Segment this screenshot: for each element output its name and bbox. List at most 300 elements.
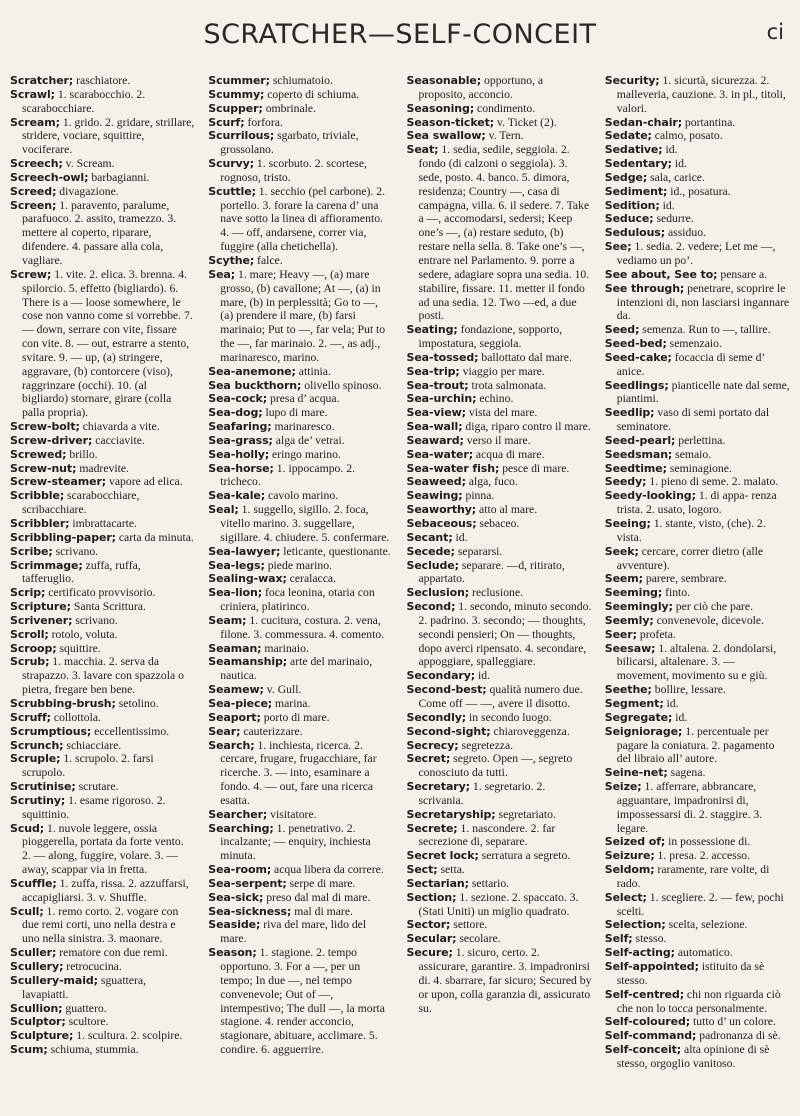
entry-headword: Seedy-looking; xyxy=(604,489,696,503)
entry-headword: Sea-trip; xyxy=(406,364,460,378)
dictionary-entry xyxy=(10,655,195,697)
dictionary-entry xyxy=(605,960,790,988)
dictionary-entry xyxy=(407,143,592,323)
dictionary-entry xyxy=(10,517,195,531)
dictionary-entry xyxy=(407,462,592,476)
dictionary-entry xyxy=(10,739,195,753)
entry-headword: Seeming; xyxy=(604,586,663,600)
entry-definition: retrocucina. xyxy=(63,960,122,973)
entry-definition: v. Scream. xyxy=(62,157,115,171)
entry-headword: Scripture; xyxy=(10,600,71,614)
dictionary-entry xyxy=(605,572,790,586)
entry-definition: segreto. Open —, segreto conosciuto da tutti. xyxy=(418,752,573,780)
entry-definition: raschiatore. xyxy=(73,74,131,87)
dictionary-entry xyxy=(605,489,790,517)
entry-definition: 1. penetrativo. 2. incalzante; — enquiry, inchiesta minuta. xyxy=(220,821,371,863)
entry-definition: 1. stante, visto, (che). 2. vista. xyxy=(616,517,766,544)
entry-definition: 1. scrupolo. 2. farsi scrupolo. xyxy=(22,752,154,780)
dictionary-entry xyxy=(407,129,592,143)
entry-definition: istituito da sè stesso. xyxy=(616,960,765,987)
dictionary-entry xyxy=(10,185,195,199)
dictionary-entry xyxy=(407,406,592,420)
dictionary-entry xyxy=(208,448,393,462)
dictionary-entry xyxy=(407,351,592,365)
dictionary-entry xyxy=(208,614,393,642)
entry-headword: Seed-bed; xyxy=(604,337,667,351)
dictionary-entry xyxy=(605,642,790,684)
entry-definition: 1. secchio (pel carbone). 2. portello. 3. forare la carena d’ una nave sotto la linea di affioramento. 4. — off, andarsene, correr via, fuggire (alla chetichella). xyxy=(220,184,386,254)
entry-headword: Seasonable; xyxy=(406,74,482,87)
entry-definition: semenzaio. xyxy=(666,337,722,351)
dictionary-entry xyxy=(605,1043,790,1071)
entry-headword: Sea; xyxy=(208,267,236,281)
dictionary-entry xyxy=(10,157,195,171)
entry-headword: Screen; xyxy=(10,198,57,212)
dictionary-entry xyxy=(208,918,393,946)
entry-headword: See about, See to; xyxy=(604,267,718,281)
entry-definition: condimento. xyxy=(474,101,536,115)
entry-headword: Seldom; xyxy=(604,863,655,877)
entry-definition: scrutare. xyxy=(75,780,119,794)
dictionary-entry xyxy=(208,905,393,919)
entry-headword: Scum; xyxy=(10,1043,48,1057)
dictionary-entry xyxy=(208,863,393,877)
dictionary-entry xyxy=(10,600,195,614)
entry-headword: Sea-kale; xyxy=(208,489,266,503)
dictionary-entry xyxy=(605,628,790,642)
entry-headword: Seed-pearl; xyxy=(604,433,676,447)
entry-headword: Seizure; xyxy=(604,849,655,863)
entry-headword: Secrete; xyxy=(406,821,458,835)
entry-definition: mal di mare. xyxy=(291,904,353,918)
entry-definition: 1. mare; Heavy —, (a) mare grosso, (b) cavallone; At —, (a) in mare, (b) in perplessità; Go to —, (a) prendere il mare, (b) farsi marinaio; Put to —, far vela; Put to the —, far marinaio. 2. —, as adj., marinaresco, marino. xyxy=(220,267,386,364)
entry-definition: 1. suggello, sigillo. 2. foca, vitello marino. 3. suggellare, sigillare. 4. chiudere. 5. confermare. xyxy=(220,503,390,544)
dictionary-entry xyxy=(407,116,592,130)
entry-headword: Sedentary; xyxy=(604,157,672,171)
entry-headword: Sculler; xyxy=(10,946,57,960)
entry-definition: id. xyxy=(663,696,679,710)
dictionary-entry xyxy=(10,1015,195,1029)
entry-headword: Seed-cake; xyxy=(604,350,672,364)
entry-headword: Sedative; xyxy=(604,143,663,157)
dictionary-entry xyxy=(208,462,393,490)
entry-definition: semaio. xyxy=(672,447,712,461)
dictionary-entry xyxy=(605,891,790,919)
entry-headword: Seized of; xyxy=(604,835,666,849)
entry-headword: Sea-holly; xyxy=(208,447,270,461)
entry-headword: Seam; xyxy=(208,613,247,627)
entry-headword: Secretary; xyxy=(406,780,470,794)
entry-definition: 1. vite. 2. elica. 3. brenna. 4. spilorcio. 5. effetto (bigliardo). 6. There is a — loose somewhere, le cose non vanno come si vorrebbe. 7. — down, serrare con vite, fissare con vite. 8. — out, estrarre a stento, svitare. 9. — up, (a) stringere, aggravare, (b) contorcere (viso), raggrinzare (occhi). 10. (al bigliardo) stornare, girare (colla palla propria). xyxy=(22,267,193,420)
entry-headword: Seer; xyxy=(604,627,637,641)
entry-definition: verso il mare. xyxy=(463,433,531,447)
entry-headword: Seigniorage; xyxy=(604,724,683,738)
dictionary-entry xyxy=(407,323,592,351)
dictionary-entry xyxy=(407,448,592,462)
dictionary-entry xyxy=(407,932,592,946)
entry-headword: Sea-view; xyxy=(406,406,466,420)
entry-headword: Secret; xyxy=(406,752,451,766)
entry-definition: tutto d’ un colore. xyxy=(690,1015,776,1029)
entry-definition: id. xyxy=(671,157,687,171)
dictionary-entry xyxy=(10,614,195,628)
entry-definition: guattero. xyxy=(62,1001,107,1015)
entry-headword: Scream; xyxy=(10,115,60,129)
entry-definition: squittire. xyxy=(56,641,101,655)
dictionary-entry xyxy=(208,711,393,725)
entry-definition: v. Tern. xyxy=(485,129,524,143)
entry-headword: Secede; xyxy=(406,544,455,558)
entry-headword: Seawing; xyxy=(406,489,463,503)
entry-definition: cavolo marino. xyxy=(265,489,339,503)
dictionary-entry xyxy=(407,600,592,669)
entry-definition: sala, carice. xyxy=(647,170,705,184)
dictionary-entry xyxy=(10,780,195,794)
entry-definition: id. xyxy=(662,143,678,157)
entry-definition: v. Gull. xyxy=(263,683,302,697)
entry-headword: Sea-sick; xyxy=(208,890,264,904)
dictionary-entry xyxy=(407,822,592,850)
dictionary-entry xyxy=(10,905,195,947)
entry-definition: presa d’ acqua. xyxy=(267,392,340,406)
entry-definition: forfora. xyxy=(244,115,283,129)
entry-definition: echino. xyxy=(476,392,514,406)
entry-headword: Seclusion; xyxy=(406,586,470,600)
entry-definition: collottola. xyxy=(50,710,101,724)
entry-headword: Sebaceous; xyxy=(406,517,477,530)
dictionary-entry xyxy=(208,379,393,393)
entry-definition: penetrare, scoprire le intenzioni di, non lasciarsi ingannare da. xyxy=(616,281,790,323)
dictionary-entry xyxy=(10,752,195,780)
dictionary-entry xyxy=(605,1015,790,1029)
entry-headword: Seedsman; xyxy=(604,447,673,461)
dictionary-entry xyxy=(208,254,393,268)
entry-definition: 1. di appa- renza trista. 2. usato, logoro. xyxy=(616,489,777,517)
entry-headword: Scuttle; xyxy=(208,184,256,198)
entry-headword: Secular; xyxy=(406,932,457,946)
entry-definition: opportuno, a proposito, acconcio. xyxy=(418,74,544,101)
entry-definition: chiavarda a vite. xyxy=(79,420,160,434)
entry-definition: olivello spinoso. xyxy=(301,378,382,392)
entry-definition: 1. sicuro, certo. 2. assicurare, garantire. 3. impadronirsi di. 4. sbarrare, far sicuro; Secured by or upon, colla garanzia di, assicurato su. xyxy=(418,946,592,1015)
entry-definition: porto di mare. xyxy=(260,710,330,724)
dictionary-entry xyxy=(208,406,393,420)
dictionary-entry xyxy=(605,988,790,1016)
dictionary-entry xyxy=(605,406,790,434)
entry-headword: Seamew; xyxy=(208,683,264,697)
entry-headword: Scullery-maid; xyxy=(10,973,98,987)
dictionary-entry xyxy=(407,849,592,863)
entry-definition: portantina. xyxy=(682,115,736,129)
dictionary-entry xyxy=(208,88,393,102)
entry-definition: raramente, rare volte, di rado. xyxy=(616,863,770,890)
entry-headword: Scrip; xyxy=(10,586,46,600)
entry-headword: Scribble; xyxy=(10,489,65,503)
dictionary-entry xyxy=(605,116,790,130)
entry-definition: schiuma, stummia. xyxy=(47,1043,139,1057)
dictionary-entry xyxy=(208,808,393,822)
entry-headword: Second; xyxy=(406,600,456,614)
dictionary-entry xyxy=(605,918,790,932)
dictionary-entry xyxy=(605,448,790,462)
entry-headword: Sea-urchin; xyxy=(406,392,477,406)
dictionary-entry xyxy=(10,489,195,517)
entry-headword: Secrecy; xyxy=(406,738,459,752)
entry-headword: Scud; xyxy=(10,821,45,835)
entry-definition: certificato provvisorio. xyxy=(45,586,156,600)
dictionary-entry xyxy=(10,628,195,642)
entry-headword: Seed; xyxy=(604,323,640,337)
entry-definition: 1. percentuale per pagare la coniatura. 2. pagamento del libraio all’ autore. xyxy=(616,724,775,766)
entry-headword: Seemly; xyxy=(604,613,654,627)
entry-definition: settario. xyxy=(468,876,510,890)
dictionary-entry xyxy=(605,199,790,213)
entry-definition: brillo. xyxy=(66,447,98,461)
entry-headword: Seedlip; xyxy=(604,406,655,420)
entry-headword: Search; xyxy=(208,738,255,752)
entry-headword: Screw; xyxy=(10,267,52,281)
dictionary-entry xyxy=(605,475,790,489)
dictionary-entry xyxy=(10,642,195,656)
entry-headword: Seaman; xyxy=(208,641,262,655)
entry-definition: marinaio. xyxy=(261,641,309,655)
dictionary-entry xyxy=(605,849,790,863)
dictionary-entry xyxy=(605,129,790,143)
entry-definition: rotolo, voluta. xyxy=(48,627,118,641)
dictionary-entry xyxy=(10,116,195,158)
entry-headword: Seaport; xyxy=(208,710,261,724)
entry-definition: sebaceo. xyxy=(476,517,520,530)
entry-definition: perlettina. xyxy=(675,433,726,447)
entry-definition: calmo, posato. xyxy=(651,129,723,143)
entry-headword: Scroll; xyxy=(10,627,49,641)
entry-definition: setta. xyxy=(437,863,465,877)
entry-definition: visitatore. xyxy=(267,807,317,821)
entry-headword: Sculptor; xyxy=(10,1015,66,1029)
dictionary-entry xyxy=(208,545,393,559)
entry-definition: serratura a segreto. xyxy=(478,849,571,863)
entry-headword: Scruple; xyxy=(10,752,61,766)
dictionary-entry xyxy=(10,434,195,448)
entry-headword: Scruff; xyxy=(10,710,51,724)
column-2 xyxy=(208,74,393,1071)
dictionary-entry xyxy=(10,946,195,960)
entry-headword: Sea-water; xyxy=(406,447,473,461)
entry-headword: Seesaw; xyxy=(604,641,656,655)
dictionary-entry xyxy=(208,655,393,683)
dictionary-entry xyxy=(10,960,195,974)
entry-headword: Secant; xyxy=(406,530,453,544)
entry-headword: Segregate; xyxy=(604,710,673,724)
dictionary-entry xyxy=(407,503,592,517)
entry-definition: chiaroveggenza. xyxy=(490,724,570,738)
entry-headword: Seem; xyxy=(604,572,643,586)
entry-headword: Screech; xyxy=(10,157,63,171)
dictionary-entry xyxy=(208,102,393,116)
entry-headword: Second-best; xyxy=(406,683,487,697)
entry-definition: carta da minuta. xyxy=(115,530,194,544)
entry-headword: Scrubbing-brush; xyxy=(10,696,116,710)
dictionary-entry xyxy=(407,683,592,711)
entry-definition: 1. sicurtà, sicurezza. 2. malleveria, cauzione. 3. in pl., titoli, valori. xyxy=(616,74,786,115)
entry-definition: ballottato dal mare. xyxy=(478,350,572,364)
entry-definition: sgarbato, triviale, grossolano. xyxy=(220,129,359,157)
entry-definition: pensare a. xyxy=(717,267,768,281)
dictionary-entry xyxy=(407,946,592,1015)
entry-headword: Scrutiny; xyxy=(10,793,66,807)
entry-definition: id., posatura. xyxy=(667,184,731,198)
entry-definition: id. xyxy=(659,198,675,212)
entry-headword: Seeing; xyxy=(604,517,651,530)
dictionary-entry xyxy=(208,697,393,711)
entry-definition: 1. nascondere. 2. far secrezione di, separare. xyxy=(418,821,556,849)
dictionary-entry xyxy=(407,877,592,891)
entry-headword: Scrumptious; xyxy=(10,724,92,738)
entry-definition: 1. remo corto. 2. vogare con due remi corti, uno nella destra e uno nella sinistra. 3. maonare. xyxy=(22,904,179,946)
dictionary-entry xyxy=(208,74,393,88)
dictionary-entry xyxy=(208,559,393,573)
entry-headword: Sea-tossed; xyxy=(406,350,479,364)
entry-headword: Screech-owl; xyxy=(10,170,89,184)
dictionary-entry xyxy=(605,683,790,697)
dictionary-entry xyxy=(208,129,393,157)
dictionary-entry xyxy=(407,891,592,919)
dictionary-entry xyxy=(10,448,195,462)
entry-definition: pinna. xyxy=(462,489,495,503)
dictionary-entry xyxy=(10,697,195,711)
entry-headword: Seemingly; xyxy=(604,600,673,614)
dictionary-entry xyxy=(605,268,790,282)
entry-definition: foca leonina, otaria con criniera, platirinco. xyxy=(220,586,375,614)
entry-definition: serpe di mare. xyxy=(286,876,356,890)
entry-definition: sedurre. xyxy=(653,212,694,226)
entry-definition: qualità numero due. Come off — —, avere il disotto. xyxy=(418,683,583,710)
entry-headword: Sectarian; xyxy=(406,876,469,890)
entry-headword: Screwed; xyxy=(10,447,67,461)
dictionary-entry xyxy=(208,116,393,130)
entry-headword: Season-ticket; xyxy=(406,115,495,129)
entry-definition: 1. sezione. 2. spaccato. 3. (Stati Uniti) un miglio quadrato. xyxy=(418,890,579,918)
entry-definition: piede marino. xyxy=(264,558,332,572)
entry-definition: scelta, selezione. xyxy=(665,918,748,932)
entry-headword: Seek; xyxy=(604,544,639,558)
dictionary-entry xyxy=(10,725,195,739)
dictionary-entry xyxy=(605,614,790,628)
entry-headword: Screw-bolt; xyxy=(10,420,80,434)
entry-definition: barbagianni. xyxy=(88,170,150,184)
entry-headword: Sedge; xyxy=(604,170,648,184)
dictionary-entry xyxy=(10,268,195,420)
entry-headword: Scrawl; xyxy=(10,87,55,101)
entry-definition: separare. —d, ritirato, appartato. xyxy=(418,558,565,586)
entry-headword: Selection; xyxy=(604,918,666,932)
dictionary-entry xyxy=(10,974,195,1002)
page-number: ci xyxy=(766,20,784,44)
entry-headword: Seduce; xyxy=(604,212,654,226)
dictionary-entry xyxy=(605,780,790,835)
entry-headword: Screw-nut; xyxy=(10,461,77,475)
entry-definition: 1. macchia. 2. serva da strapazzo. 3. lavare con spazzola o pietra, fregare ben bene. xyxy=(22,655,184,697)
entry-headword: Sedition; xyxy=(604,198,660,212)
entry-definition: attinia. xyxy=(295,364,331,378)
dictionary-entry xyxy=(407,434,592,448)
dictionary-entry xyxy=(605,171,790,185)
entry-definition: falce. xyxy=(254,253,283,267)
entry-definition: 1. afferrare, abbrancare, agguantare, impadronirsi di, impossessarsi di. 2. staggire. 3. legare. xyxy=(616,780,763,835)
entry-definition: zuffa, ruffa, tafferuglio. xyxy=(22,558,141,586)
dictionary-entry xyxy=(407,918,592,932)
entry-definition: schiacciare. xyxy=(63,738,122,752)
dictionary-entry xyxy=(208,586,393,614)
entry-headword: Scribe; xyxy=(10,544,53,558)
dictionary-entry xyxy=(605,835,790,849)
entry-definition: 1. paravento, paralume, parafuoco. 2. assito, tramezzo. 3. mettere al coperto, riparare, difendere. 4. passare alla cola, vagliare. xyxy=(22,198,177,267)
entry-headword: Self-command; xyxy=(604,1029,697,1043)
dictionary-entry xyxy=(208,185,393,254)
entry-definition: in possessione di. xyxy=(665,835,751,849)
entry-headword: Seethe; xyxy=(604,683,652,697)
entry-headword: Scribbling-paper; xyxy=(10,530,116,544)
entry-headword: Seaworthy; xyxy=(406,503,477,517)
dictionary-entry xyxy=(605,212,790,226)
entry-headword: Sea-grass; xyxy=(208,433,273,447)
entry-definition: ombrinale. xyxy=(262,101,316,115)
entry-headword: Security; xyxy=(604,74,660,87)
entry-definition: 1. altalena. 2. dondolarsi, bilicarsi, altalenare. 3. — movement, movimento su e giù. xyxy=(616,641,777,683)
entry-headword: Sear; xyxy=(208,724,241,738)
dictionary-entry xyxy=(407,725,592,739)
entry-headword: Scroop; xyxy=(10,641,57,655)
entry-definition: 1. scorbuto. 2. scortese, rognoso, tristo. xyxy=(220,157,367,184)
entry-headword: Seaward; xyxy=(406,433,464,447)
dictionary-entry xyxy=(407,669,592,683)
entry-definition: alta opinione di sè stesso, orgoglio vanitoso. xyxy=(616,1043,770,1070)
entry-headword: Sediment; xyxy=(604,184,668,198)
dictionary-entry xyxy=(10,1029,195,1043)
entry-headword: Seaweed; xyxy=(406,475,466,489)
dictionary-entry xyxy=(605,337,790,351)
entry-headword: Sedan-chair; xyxy=(604,115,682,129)
entry-headword: Second-sight; xyxy=(406,724,491,738)
entry-headword: Secondly; xyxy=(406,710,467,724)
entry-headword: Sea-room; xyxy=(208,863,272,877)
dictionary-entry xyxy=(208,739,393,808)
dictionary-entry xyxy=(10,586,195,600)
entry-definition: imbrattacarte. xyxy=(69,517,137,530)
dictionary-entry xyxy=(605,351,790,379)
entry-headword: Scrivener; xyxy=(10,613,73,627)
entry-headword: Seating; xyxy=(406,323,458,337)
entry-definition: segretariato. xyxy=(495,807,556,821)
entry-definition: segretezza. xyxy=(458,738,514,752)
entry-headword: Scrimmage; xyxy=(10,558,83,572)
dictionary-entry xyxy=(605,863,790,891)
dictionary-entry xyxy=(208,392,393,406)
entry-headword: Seat; xyxy=(406,143,439,157)
entry-definition: Santa Scrittura. xyxy=(70,600,146,614)
dictionary-entry xyxy=(605,697,790,711)
dictionary-entry xyxy=(407,711,592,725)
dictionary-entry xyxy=(605,143,790,157)
entry-headword: Sea-lion; xyxy=(208,586,263,600)
dictionary-entry xyxy=(407,392,592,406)
entry-definition: scultore. xyxy=(65,1015,109,1029)
entry-headword: Scuffle; xyxy=(10,876,57,890)
entry-headword: Scratcher; xyxy=(10,74,74,87)
entry-headword: Scull; xyxy=(10,904,44,918)
dictionary-entry xyxy=(208,725,393,739)
entry-definition: parere, sembrare. xyxy=(642,572,727,586)
